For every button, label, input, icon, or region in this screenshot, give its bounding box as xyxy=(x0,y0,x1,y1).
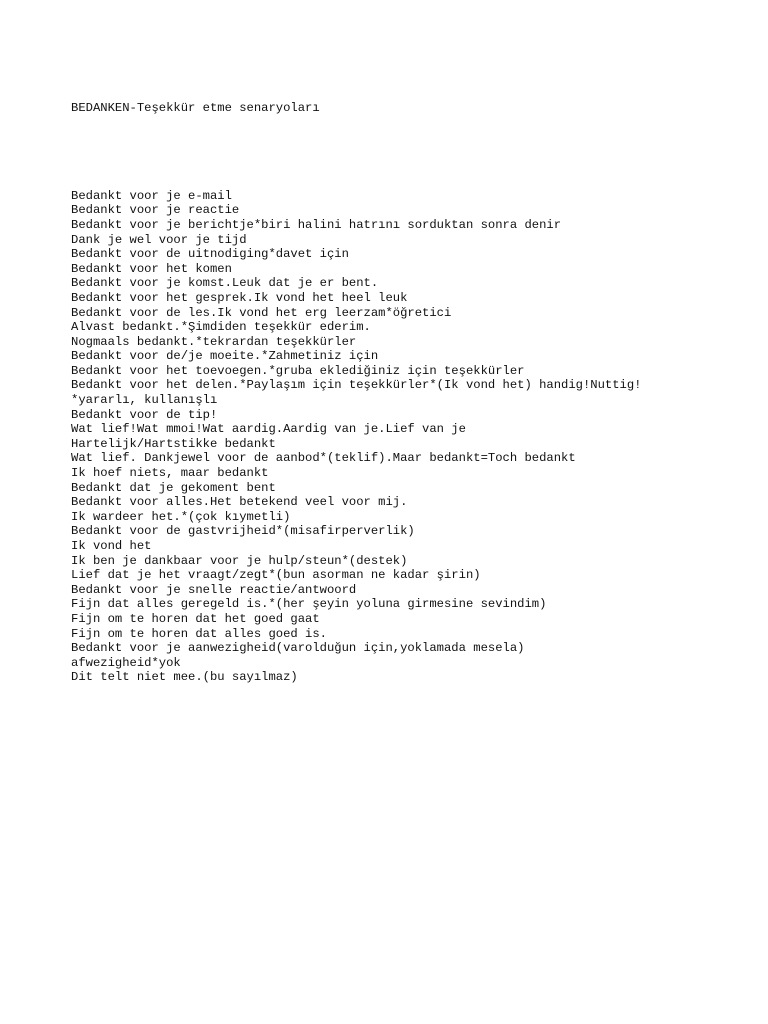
document-title: BEDANKEN-Teşekkür etme senaryoları xyxy=(71,101,320,116)
text-line: Bedankt voor het komen xyxy=(71,261,232,276)
text-line: Bedankt dat je gekoment bent xyxy=(71,480,276,495)
text-line: Bedankt voor de uitnodiging*davet için xyxy=(71,247,349,262)
text-line: Bedankt voor de les.Ik vond het erg leerzam*öğretici xyxy=(71,305,452,320)
text-line: Bedankt voor de tip! xyxy=(71,407,218,422)
text-line: Wat lief. Dankjewel voor de aanbod*(teklif).Maar bedankt=Toch bedankt xyxy=(71,451,576,466)
text-line: Bedankt voor je snelle reactie/antwoord xyxy=(71,582,357,597)
text-line: Bedankt voor het toevoegen.*gruba eklediğiniz için teşekkürler xyxy=(71,363,525,378)
text-line: Fijn dat alles geregeld is.*(her şeyin yoluna girmesine sevindim) xyxy=(71,597,547,612)
text-line: Bedankt voor je e-mail xyxy=(71,188,232,203)
text-line: Lief dat je het vraagt/zegt*(bun asorman ne kadar şirin) xyxy=(71,568,481,583)
text-line: Alvast bedankt.*Şimdiden teşekkür ederim. xyxy=(71,320,371,335)
text-line: Ik wardeer het.*(çok kıymetli) xyxy=(71,509,291,524)
text-line: Bedankt voor je aanwezigheid(varolduğun için,yoklamada mesela) xyxy=(71,641,525,656)
text-line: Nogmaals bedankt.*tekrardan teşekkürler xyxy=(71,334,357,349)
text-line: *yararlı, kullanışlı xyxy=(71,393,218,408)
document-lines xyxy=(71,189,751,685)
text-line: Ik ben je dankbaar voor je hulp/steun*(destek) xyxy=(71,553,408,568)
document-page xyxy=(71,72,751,700)
text-line: Bedankt voor het delen.*Paylaşım için teşekkürler*(Ik vond het) handig!Nuttig! xyxy=(71,378,642,393)
text-line: Fijn om te horen dat alles goed is. xyxy=(71,626,327,641)
text-line: Hartelijk/Hartstikke bedankt xyxy=(71,436,276,451)
text-line: afwezigheid*yok xyxy=(71,655,181,670)
text-line: Bedankt voor de gastvrijheid*(misafirperverlik) xyxy=(71,524,415,539)
text-line: Wat lief!Wat mmoi!Wat aardig.Aardig van je.Lief van je xyxy=(71,422,466,437)
text-line: Fijn om te horen dat het goed gaat xyxy=(71,611,320,626)
text-line: Bedankt voor je reactie xyxy=(71,203,240,218)
text-line: Bedankt voor je berichtje*biri halini hatrını sorduktan sonra denir xyxy=(71,217,562,232)
text-line: Bedankt voor alles.Het betekend veel voor mij. xyxy=(71,495,408,510)
text-line: Ik vond het xyxy=(71,539,152,553)
text-line: Ik hoef niets, maar bedankt xyxy=(71,466,269,481)
text-line: Bedankt voor je komst.Leuk dat je er bent. xyxy=(71,276,379,291)
text-line: Dit telt niet mee.(bu sayılmaz) xyxy=(71,670,298,685)
text-line: Bedankt voor de/je moeite.*Zahmetiniz için xyxy=(71,349,379,364)
blank-line xyxy=(71,145,751,160)
text-line: Dank je wel voor je tijd xyxy=(71,232,247,247)
text-line: Bedankt voor het gesprek.Ik vond het heel leuk xyxy=(71,290,408,305)
